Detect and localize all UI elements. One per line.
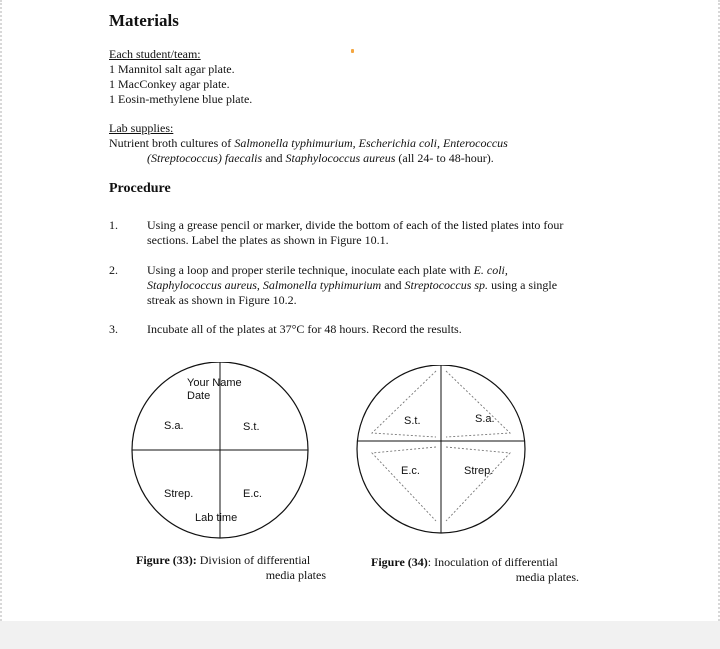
procedure-step-1 — [147, 218, 617, 248]
supplies-text: Nutrient broth cultures of — [109, 136, 235, 150]
streak-top-left — [372, 371, 436, 437]
step-line: Incubate all of the plates at 37°C for 48 hours. Record the results. — [147, 322, 462, 336]
step-text: Using a loop and proper sterile technique, inoculate each plate with — [147, 263, 474, 277]
step-organism: Staphylococcus aureus, Salmonella typhimurium — [147, 278, 382, 292]
supplies-organism: Staphylococcus aureus — [285, 151, 396, 165]
supplies-text: (all 24- to 48-hour). — [395, 151, 494, 165]
quadrant-label-top-right: S.a. — [475, 413, 495, 425]
step-line — [147, 278, 617, 293]
step-number: 1. — [109, 218, 118, 232]
procedure-heading: Procedure — [109, 181, 171, 196]
quadrant-label-top-right: S.t. — [243, 421, 260, 433]
streak-bottom-right — [446, 447, 510, 521]
quadrant-label-bottom-left: Strep. — [164, 488, 194, 500]
step-number: 2. — [109, 263, 118, 277]
figure-33-caption — [136, 553, 326, 583]
step-line — [147, 263, 617, 278]
page-edge-right — [714, 0, 720, 649]
page-footer-band — [0, 621, 720, 649]
lab-supplies — [109, 121, 508, 166]
quadrant-label-bottom-right: E.c. — [243, 488, 262, 500]
figure-33-plate-diagram — [125, 362, 315, 552]
materials-item: 1 Eosin-methylene blue plate. — [109, 92, 253, 106]
procedure-step-3 — [147, 322, 617, 337]
caption-text: : Inoculation of differential — [427, 555, 558, 569]
lab-supplies-label: Lab supplies: — [109, 121, 174, 135]
supplies-text: and — [262, 151, 286, 165]
quadrant-label-bottom-left: E.c. — [401, 465, 420, 477]
procedure-step-2 — [147, 263, 617, 308]
supplies-organisms: Salmonella typhimurium, Escherichia coli, Enterococcus — [234, 136, 508, 150]
step-organism: E. coli, — [473, 263, 508, 277]
supplies-line-2 — [109, 151, 508, 166]
materials-list — [109, 47, 252, 107]
caption-label: Figure (33): — [136, 553, 197, 567]
each-student-label: Each student/team: — [109, 47, 201, 61]
quadrant-label-top-left: S.a. — [164, 420, 184, 432]
step-number: 3. — [109, 322, 118, 336]
step-text: and — [381, 278, 405, 292]
caption-line — [371, 555, 579, 570]
step-organism: Streptococcus sp. — [404, 278, 489, 292]
materials-item: 1 MacConkey agar plate. — [109, 77, 230, 91]
streak-top-right — [446, 371, 510, 437]
caption-line: media plates — [265, 568, 326, 582]
label-date: Date — [187, 390, 211, 402]
materials-heading: Materials — [109, 11, 179, 30]
caption-line: media plates. — [515, 570, 579, 584]
streak-bottom-left — [372, 447, 436, 521]
step-line: Using a grease pencil or marker, divide the bottom of each of the listed plates into four — [147, 218, 564, 232]
scan-speck — [351, 49, 354, 53]
step-text: using a single — [488, 278, 558, 292]
quadrant-label-top-left: S.t. — [404, 415, 421, 427]
label-your-name: Your Name — [187, 377, 242, 389]
quadrant-label-bottom-right: Strep. — [464, 465, 494, 477]
figure-34-caption — [371, 555, 579, 585]
materials-item: 1 Mannitol salt agar plate. — [109, 62, 235, 76]
step-line: streak as shown in Figure 10.2. — [147, 293, 297, 307]
figure-34-plate-diagram — [354, 365, 534, 545]
supplies-line-1 — [109, 136, 508, 151]
supplies-organism: (Streptococcus) faecalis — [147, 151, 263, 165]
caption-text: Division of differential — [196, 553, 311, 567]
step-line: sections. Label the plates as shown in Figure 10.1. — [147, 233, 389, 247]
page-edge-left — [0, 0, 6, 649]
caption-label: Figure (34) — [371, 555, 428, 569]
caption-line — [136, 553, 326, 568]
label-lab-time: Lab time — [195, 512, 238, 524]
